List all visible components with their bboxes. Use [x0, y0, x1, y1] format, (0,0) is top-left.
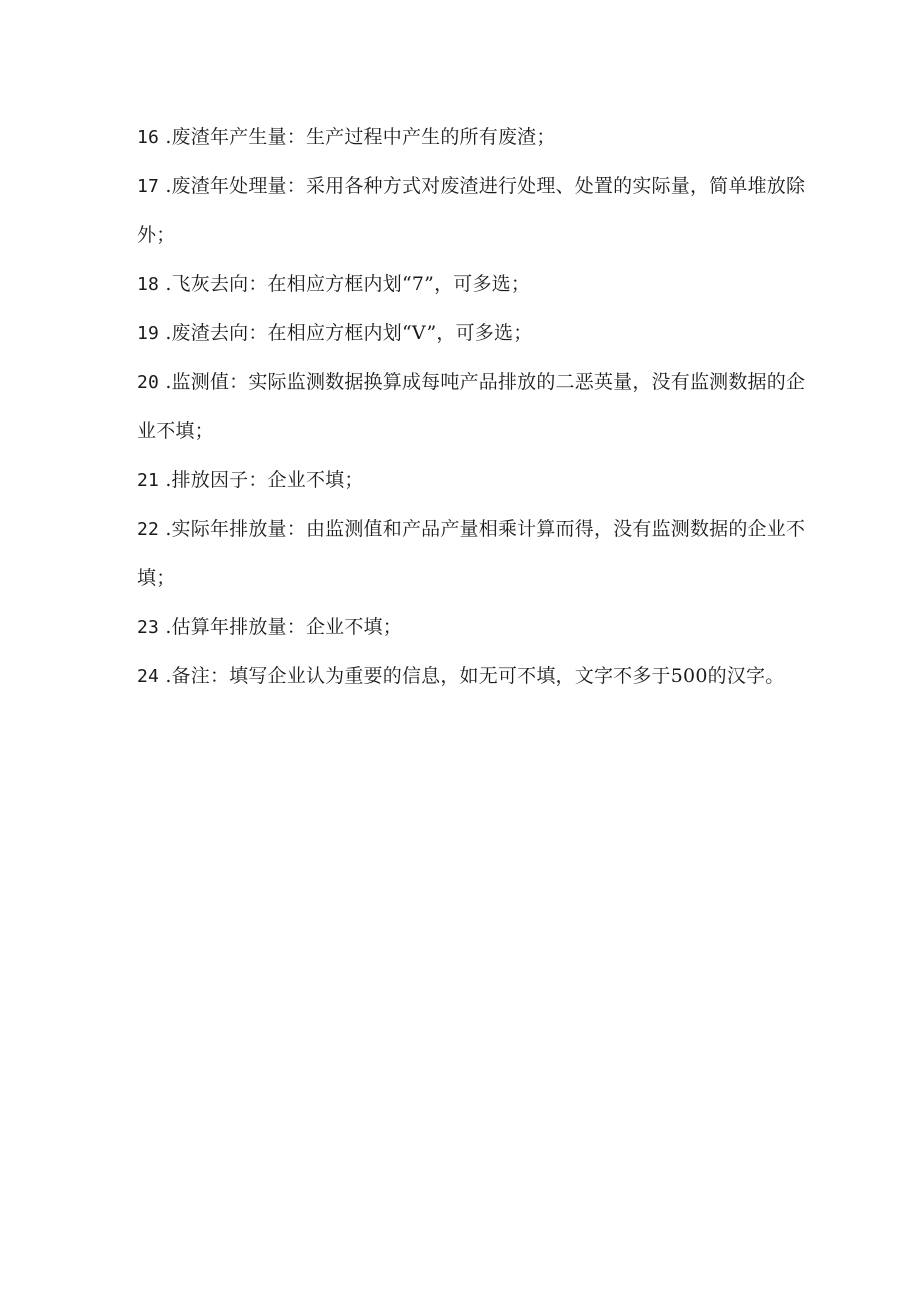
list-item-24 — [137, 652, 817, 701]
item-text: .估算年排放量：企业不填； — [159, 616, 402, 638]
item-number: 21 — [137, 470, 160, 491]
item-number: 18 — [137, 274, 160, 295]
item-number: 19 — [137, 323, 160, 344]
item-number: 20 — [137, 372, 160, 393]
item-text: .实际年排放量：由监测值和产品产量相乘计算而得，没有监测数据的企业不填； — [137, 518, 806, 589]
item-text: .排放因子：企业不填； — [159, 469, 364, 491]
list-item-21 — [137, 456, 817, 505]
item-number: 17 — [137, 176, 160, 197]
item-text: .废渣去向：在相应方框内划“V”，可多选； — [159, 322, 533, 344]
item-number: 24 — [137, 666, 160, 687]
instructions-list — [137, 113, 817, 701]
item-text: .备注：填写企业认为重要的信息，如无可不填，文字不多于500的汉字。 — [159, 665, 785, 687]
item-text: .飞灰去向：在相应方框内划“7”，可多选； — [159, 273, 531, 295]
list-item-23 — [137, 603, 817, 652]
list-item-19 — [137, 309, 817, 358]
item-text: .废渣年处理量：采用各种方式对废渣进行处理、处置的实际量，简单堆放除外； — [137, 175, 806, 246]
list-item-18 — [137, 260, 817, 309]
list-item-17 — [137, 162, 817, 260]
item-text: .废渣年产生量：生产过程中产生的所有废渣； — [159, 126, 556, 148]
item-text: .监测值：实际监测数据换算成每吨产品排放的二恶英量，没有监测数据的企业不填； — [137, 371, 806, 442]
list-item-22 — [137, 505, 817, 603]
item-number: 23 — [137, 617, 160, 638]
list-item-20 — [137, 358, 817, 456]
item-number: 16 — [137, 127, 160, 148]
item-number: 22 — [137, 519, 160, 540]
list-item-16 — [137, 113, 817, 162]
